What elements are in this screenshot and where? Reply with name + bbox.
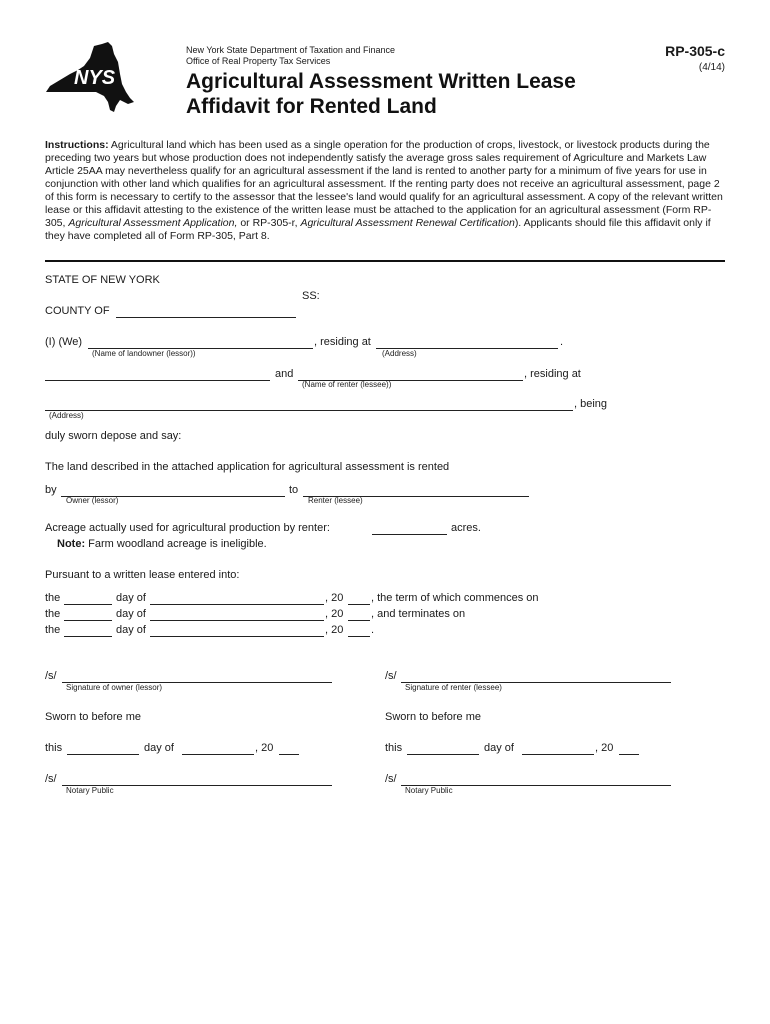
being-label: , being (574, 398, 608, 410)
renter-lessee-caption: Renter (lessee) (308, 496, 363, 505)
terminate-year-field[interactable] (348, 624, 370, 637)
renter-signature-field[interactable] (401, 670, 671, 683)
renter-notary-day-of: day of (484, 742, 514, 754)
county-label: COUNTY OF (45, 305, 110, 317)
row2-the: the (45, 608, 61, 620)
term-start-month-field[interactable] (150, 608, 324, 621)
owner-signature-field[interactable] (62, 670, 332, 683)
renter-notary-year-field[interactable] (619, 742, 639, 755)
woodland-note: Note: Farm woodland acreage is ineligible. (57, 538, 267, 550)
renter-caption: (Name of renter (lessee)) (302, 380, 392, 389)
address-caption: (Address) (382, 349, 417, 358)
commence-day-field[interactable] (64, 592, 112, 605)
owner-notary-day-field[interactable] (67, 742, 139, 755)
svg-text:NYS: NYS (74, 67, 116, 89)
renter-notary-signature-field[interactable] (401, 773, 671, 786)
terminate-month-field[interactable] (150, 624, 324, 637)
row2-suffix: , and terminates on (371, 608, 466, 620)
county-field[interactable] (116, 305, 296, 318)
residing-at-label-2: , residing at (524, 368, 581, 380)
owner-notary-20: , 20 (255, 742, 274, 754)
address-caption-2: (Address) (49, 411, 84, 420)
form-number: RP-305-c (665, 43, 725, 59)
owner-signature-caption: Signature of owner (lessor) (66, 683, 163, 692)
owner-s-mark: /s/ (45, 670, 57, 682)
owner-notary-caption: Notary Public (66, 786, 114, 795)
row3-20: , 20 (325, 624, 344, 636)
owner-notary-month-field[interactable] (182, 742, 254, 755)
renter-notary-20: , 20 (595, 742, 614, 754)
and-label: and (275, 368, 294, 380)
row3-day-of: day of (116, 624, 146, 636)
renter-s-mark: /s/ (385, 670, 397, 682)
row2-day-of: day of (116, 608, 146, 620)
row3-the: the (45, 624, 61, 636)
form-title: Agricultural Assessment Written Lease Affidavit for Rented Land (186, 70, 576, 118)
renter-notary-month-field[interactable] (522, 742, 594, 755)
renter-notary-s-mark: /s/ (385, 773, 397, 785)
land-rented-statement: The land described in the attached application for agricultural assessment is rented (45, 461, 450, 473)
form-revision: (4/14) (698, 62, 725, 73)
renter-sworn-before: Sworn to before me (385, 711, 481, 723)
renter-notary-caption: Notary Public (405, 786, 453, 795)
row2-20: , 20 (325, 608, 344, 620)
row1-suffix: , the term of which commences on (371, 592, 539, 604)
term-start-year-field[interactable] (348, 608, 370, 621)
owner-notary-this: this (45, 742, 63, 754)
to-label: to (289, 484, 299, 496)
owner-notary-day-of: day of (144, 742, 174, 754)
period-mark: . (560, 336, 564, 348)
row1-day-of: day of (116, 592, 146, 604)
row3-suffix: . (371, 624, 375, 636)
term-start-day-field[interactable] (64, 608, 112, 621)
by-label: by (45, 484, 57, 496)
renter-notary-this: this (385, 742, 403, 754)
ss-label: SS: (302, 290, 320, 302)
department-name: New York State Department of Taxation and Finance Office of Real Property Tax Services (186, 45, 395, 66)
terminate-day-field[interactable] (64, 624, 112, 637)
state-label: STATE OF NEW YORK (45, 274, 160, 286)
owner-notary-year-field[interactable] (279, 742, 299, 755)
acreage-field[interactable] (372, 522, 447, 535)
nys-map-logo (44, 40, 144, 120)
landowner-address-field[interactable] (376, 336, 558, 349)
acreage-label: Acreage actually used for agricultural production by renter: (45, 522, 330, 534)
owner-notary-s-mark: /s/ (45, 773, 57, 785)
owner-caption: Owner (lessor) (66, 496, 119, 505)
row1-the: the (45, 592, 61, 604)
commence-month-field[interactable] (150, 592, 324, 605)
renter-signature-caption: Signature of renter (lessee) (405, 683, 502, 692)
renter-notary-day-field[interactable] (407, 742, 479, 755)
renter-address-field[interactable] (45, 398, 573, 411)
landowner-name-field-2[interactable] (45, 368, 270, 381)
i-we-label: (I) (We) (45, 336, 83, 348)
instructions: Instructions: Agricultural land which has been used as a single operation for the production of crops, livestock, or livestock products during the preceding two years but whose production does not independently satisfy the average gross sales requirement of Agriculture and Markets Law Article 25AA may nevertheless qualify for an agricultural assessment if the land is rented to another party for a minimum of five years for use in conjunction with other land which qualifies for an agricultural assessment. If the renting party does not receive an agricultural assessment, page 2 of this form is necessary to certify to the assessor that the lessee's land would qualify for an agricultural assessment. A copy of the relevant written lease or this affidavit attesting to the existence of the written lease must be attached to the application for an agricultural assessment (Form RP-305, Agricultural Assessment Application, or RP-305-r, Agricultural Assessment Renewal Certification). Applicants should file this affidavit only if they have completed all of Form RP-305, Part 8. (45, 139, 723, 242)
row1-20: , 20 (325, 592, 344, 604)
commence-year-field[interactable] (348, 592, 370, 605)
landowner-name-field[interactable] (88, 336, 313, 349)
owner-notary-signature-field[interactable] (62, 773, 332, 786)
section-divider (45, 260, 725, 262)
sworn-statement: duly sworn depose and say: (45, 430, 182, 442)
residing-at-label: , residing at (314, 336, 371, 348)
pursuant-label: Pursuant to a written lease entered into: (45, 569, 240, 581)
landowner-caption: (Name of landowner (lessor)) (92, 349, 196, 358)
owner-sworn-before: Sworn to before me (45, 711, 141, 723)
acres-label: acres. (451, 522, 481, 534)
